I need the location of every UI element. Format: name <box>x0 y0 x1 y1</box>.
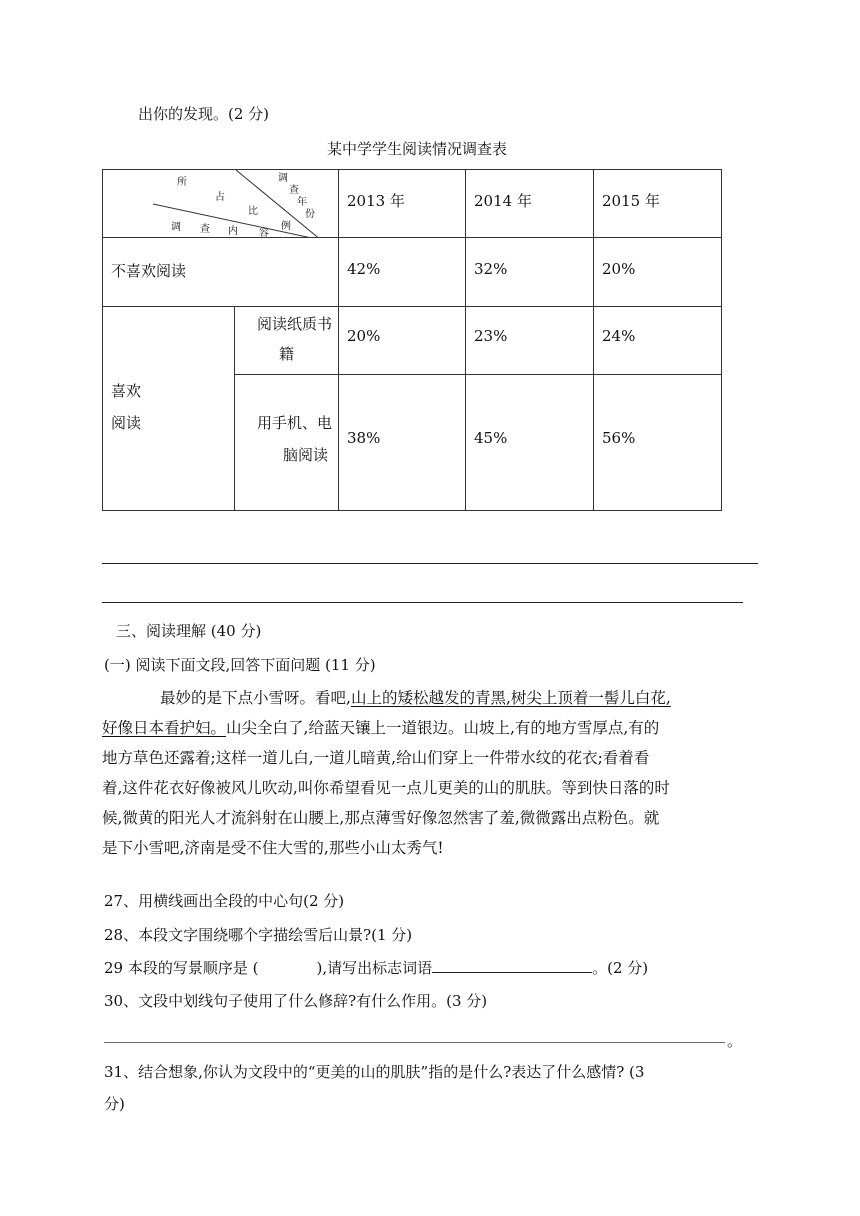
header-label: 查 <box>289 185 299 196</box>
answer-line <box>102 563 758 564</box>
value-cell: 20% <box>339 307 466 375</box>
question-31: 31、结合想象,你认为文段中的“更美的山的肌肤”指的是什么?表达了什么感情? (3 <box>104 1063 645 1081</box>
underlined-sentence: 好像日本看护妇。 <box>102 719 227 737</box>
sub-label-cell: 用手机、电 脑阅读 <box>235 375 339 511</box>
survey-table <box>102 169 722 511</box>
passage-line: 候,微黄的阳光人才流斜射在山腰上,那点薄雪好像忽然害了羞,微微露出点粉色。就 <box>102 809 660 827</box>
header-label: 查 <box>200 224 210 235</box>
header-label: 容 <box>259 228 269 239</box>
value-cell: 23% <box>466 307 594 375</box>
row-label-cell: 喜欢 阅读 <box>103 307 235 511</box>
answer-line-end: 。 <box>727 1032 743 1050</box>
year-header-cell: 2015 年 <box>594 170 722 238</box>
table-row-like-paper <box>103 307 722 375</box>
year-header-cell: 2013 年 <box>339 170 466 238</box>
question-27: 27、用横线画出全段的中心句(2 分) <box>104 892 345 910</box>
question-31-cont: 分) <box>104 1095 125 1113</box>
value-cell: 32% <box>466 238 594 307</box>
header-label: 调 <box>278 173 288 184</box>
value-cell: 56% <box>594 375 722 511</box>
value-cell: 24% <box>594 307 722 375</box>
passage-line: 是下小雪吧,济南是受不住大雪的,那些小山太秀气! <box>102 839 444 857</box>
year-header-cell: 2014 年 <box>466 170 594 238</box>
header-label: 份 <box>305 209 315 220</box>
value-cell: 42% <box>339 238 466 307</box>
header-label: 所 <box>177 177 187 188</box>
header-label: 例 <box>281 221 291 232</box>
value-cell: 38% <box>339 375 466 511</box>
passage-line: 好像日本看护妇。山尖全白了,给蓝天镶上一道银边。山坡上,有的地方雪厚点,有的 <box>102 719 660 737</box>
part-heading: (一) 阅读下面文段,回答下面问题 (11 分) <box>104 656 376 674</box>
question-28: 28、本段文字围绕哪个字描绘雪后山景?(1 分) <box>104 926 413 944</box>
passage-line: 地方草色还露着;这样一道儿白,一道儿暗黄,给山们穿上一件带水纹的花衣;看着看 <box>102 749 650 767</box>
table-header-row <box>103 170 722 238</box>
question-29: 29 本段的写景顺序是 ( ),请写出标志词语 。(2 分) <box>104 959 649 977</box>
header-label: 调 <box>171 222 181 233</box>
answer-line <box>102 602 743 603</box>
passage-line: 着,这件花衣好像被风儿吹动,叫你希望看见一点儿更美的山的肌肤。等到快日落的时 <box>102 779 670 797</box>
section-heading: 三、阅读理解 (40 分) <box>116 622 262 640</box>
diagonal-header-cell <box>103 170 339 238</box>
header-label: 占 <box>215 192 225 203</box>
answer-line[interactable] <box>104 1042 725 1043</box>
answer-blank[interactable] <box>432 958 592 973</box>
table-title: 某中学学生阅读情况调查表 <box>327 140 508 158</box>
underlined-sentence: 山上的矮松越发的青黑,树尖上顶着一髻儿白花, <box>350 689 671 707</box>
intro-line: 出你的发现。(2 分) <box>138 105 270 123</box>
sub-label-cell: 阅读纸质书 籍 <box>235 307 339 375</box>
header-label: 比 <box>248 206 258 217</box>
header-label: 年 <box>297 197 307 208</box>
passage-line: 最妙的是下点小雪呀。看吧,山上的矮松越发的青黑,树尖上顶着一髻儿白花, <box>160 689 671 707</box>
question-30: 30、文段中划线句子使用了什么修辞?有什么作用。(3 分) <box>104 992 488 1010</box>
reading-passage <box>102 683 758 863</box>
table-row-dislike <box>103 238 722 307</box>
row-label-cell: 不喜欢阅读 <box>103 238 339 307</box>
value-cell: 20% <box>594 238 722 307</box>
header-label: 内 <box>228 226 238 237</box>
value-cell: 45% <box>466 375 594 511</box>
